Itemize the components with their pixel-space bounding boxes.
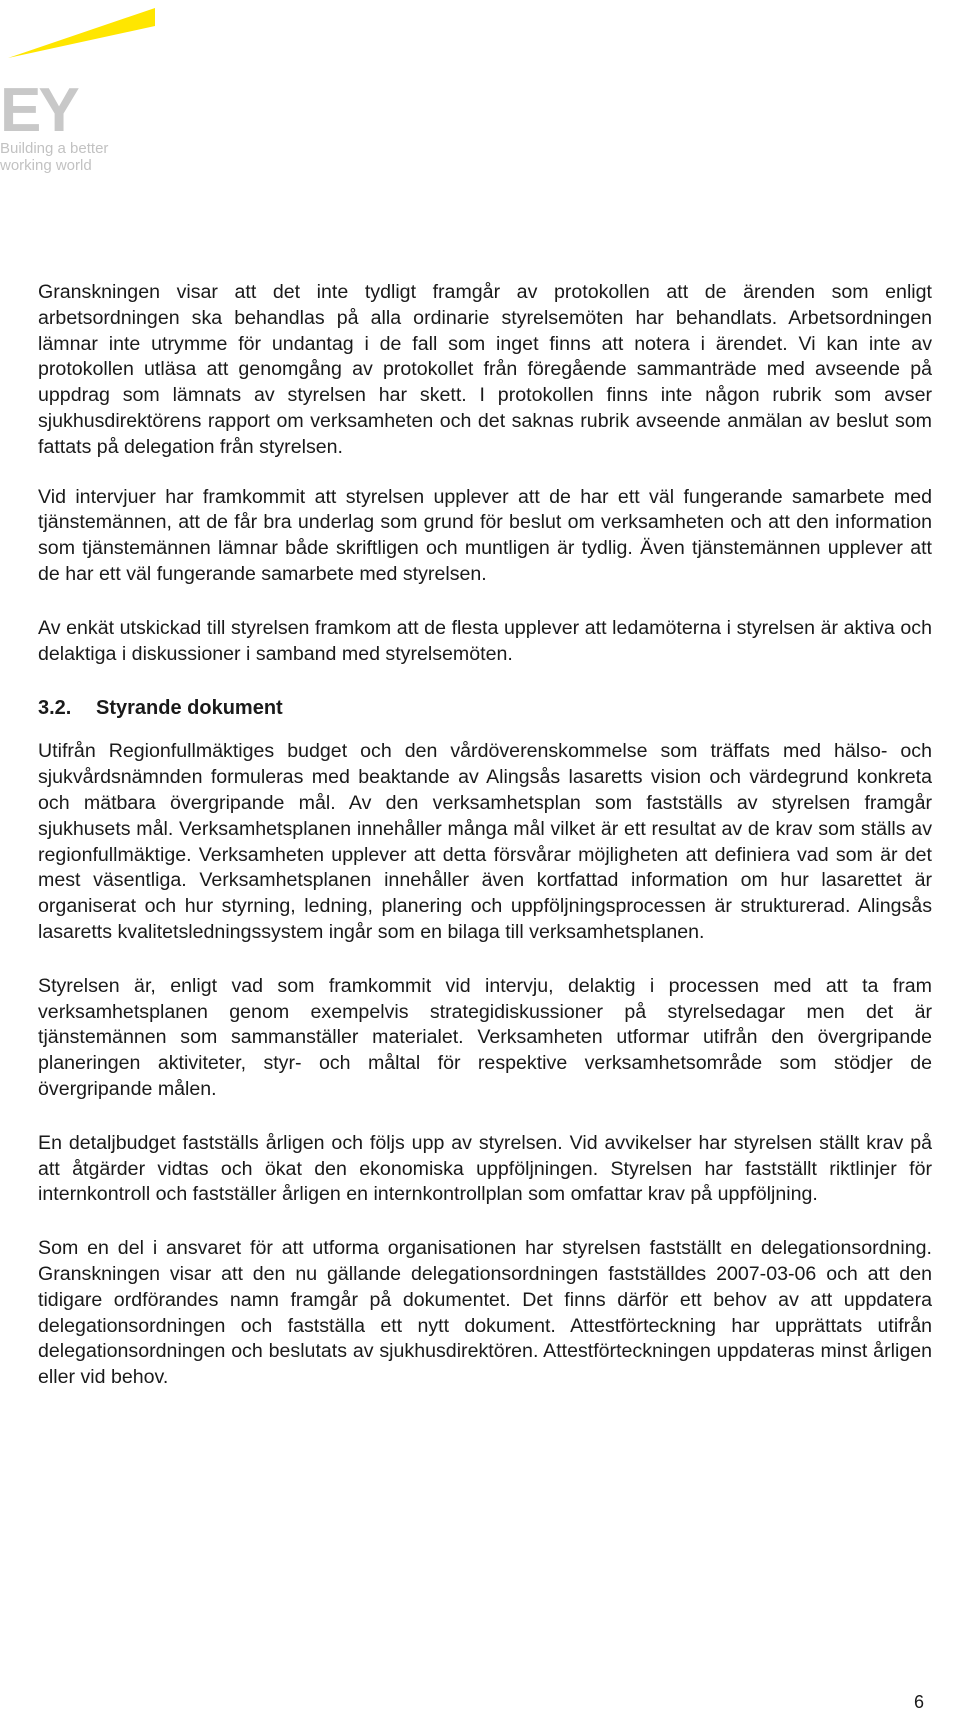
- page-number: 6: [913, 1692, 924, 1712]
- document-body: [38, 280, 932, 1419]
- paragraph-3: Av enkät utskickad till styrelsen framkom att de flesta upplever att ledamöterna i styrelsen är aktiva och delaktiga i diskussioner i samband med styrelsemöten.: [38, 616, 932, 665]
- paragraph-7: Som en del i ansvaret för att utforma organisationen har styrelsen fastställt en delegationsordning. Granskningen visar att den nu gällande delegationsordningen fastställdes 2007-03-06 och att den tidigare ordförandes namn framgår på dokumentet. Det finns därför ett behov av att uppdatera delegationsordningen och fastställa ett nytt dokument. Attestförteckning har upprättats utifrån delegationsordningen och beslutats av sjukhusdirektören. Attestförteckningen uppdateras minst årligen eller vid behov.: [38, 1237, 932, 1389]
- section-heading: [38, 695, 932, 721]
- ey-logo: [0, 0, 170, 180]
- paragraph-6: En detaljbudget fastställs årligen och följs upp av styrelsen. Vid avvikelser har styrelsen ställt krav på att åtgärder vidtas och ökat den ekonomiska uppföljningen. Styrelsen har fastställt riktlinjer för internkontroll och fastställer årligen en internkontrollplan som omfattar krav på uppföljning.: [38, 1131, 932, 1206]
- logo-tagline-line-2: working world: [0, 157, 92, 174]
- logo-tagline-line-1: Building a better: [0, 140, 109, 157]
- section-title: Styrande dokument: [96, 697, 283, 720]
- logo-beam-icon: [0, 0, 170, 80]
- paragraph-1: Granskningen visar att det inte tydligt framgår av protokollen att de ärenden som enligt arbetsordningen ska behandlas på alla ordinarie styrelsemöten har behandlats. Arbetsordningen lämnar inte utrymme för undantag i de fall som inget finns att notera i ärendet. Vi kan inte av protokollen utläsa att genomgång av protokollet från föregående sammanträde med avseende på uppdrag som lämnats av styrelsen har skett. I protokollen finns inte någon rubrik som avser sjukhusdirektörens rapport om verksamheten och det saknas rubrik avseende anmälan av beslut som fattats på delegation från styrelsen.: [38, 281, 932, 458]
- paragraph-5: Styrelsen är, enligt vad som framkommit vid intervju, delaktig i processen med att ta fram verksamhetsplanen genom exempelvis strategidiskussioner på styrelsedagar men det är tjänstemännen som sammanställer materialet. Verksamheten utformar utifrån den övergripande planeringen aktiviteter, styr- och måltal för respektive verksamhetsområde som stödjer de övergripande målen.: [38, 974, 932, 1100]
- paragraph-2: Vid intervjuer har framkommit att styrelsen upplever att de har ett väl fungerande samarbete med tjänstemännen, att de får bra underlag som grund för beslut om verksamheten och att den information som tjänstemännen lämnar både skriftligen och muntligen är tydlig. Även tjänstemännen upplever att de har ett väl fungerande samarbete med styrelsen.: [38, 485, 932, 585]
- paragraph-4: Utifrån Regionfullmäktiges budget och den vårdöverenskommelse som träffats med hälso- och sjukvårdsnämnden formuleras med beaktande av Alingsås lasaretts vision och värdegrund konkreta och mätbara övergripande mål. Av den verksamhetsplan som fastställs av styrelsen framgår sjukhusets mål. Verksamhetsplanen innehåller många mål vilket är ett resultat av de krav som ställs av regionfullmäktige. Verksamheten upplever att detta försvårar möjligheten att definiera vad som är det mest väsentliga. Verksamhetsplanen innehåller även kortfattad information om hur lasarettet är organiserat och hur styrning, ledning, planering och uppföljningsprocessen är strukturerad. Alingsås lasaretts kvalitetsledningssystem ingår som en bilaga till verksamhetsplanen.: [38, 740, 932, 943]
- logo-tagline: [0, 140, 160, 174]
- logo-wordmark: EY: [0, 76, 77, 145]
- section-number: 3.2.: [38, 697, 72, 720]
